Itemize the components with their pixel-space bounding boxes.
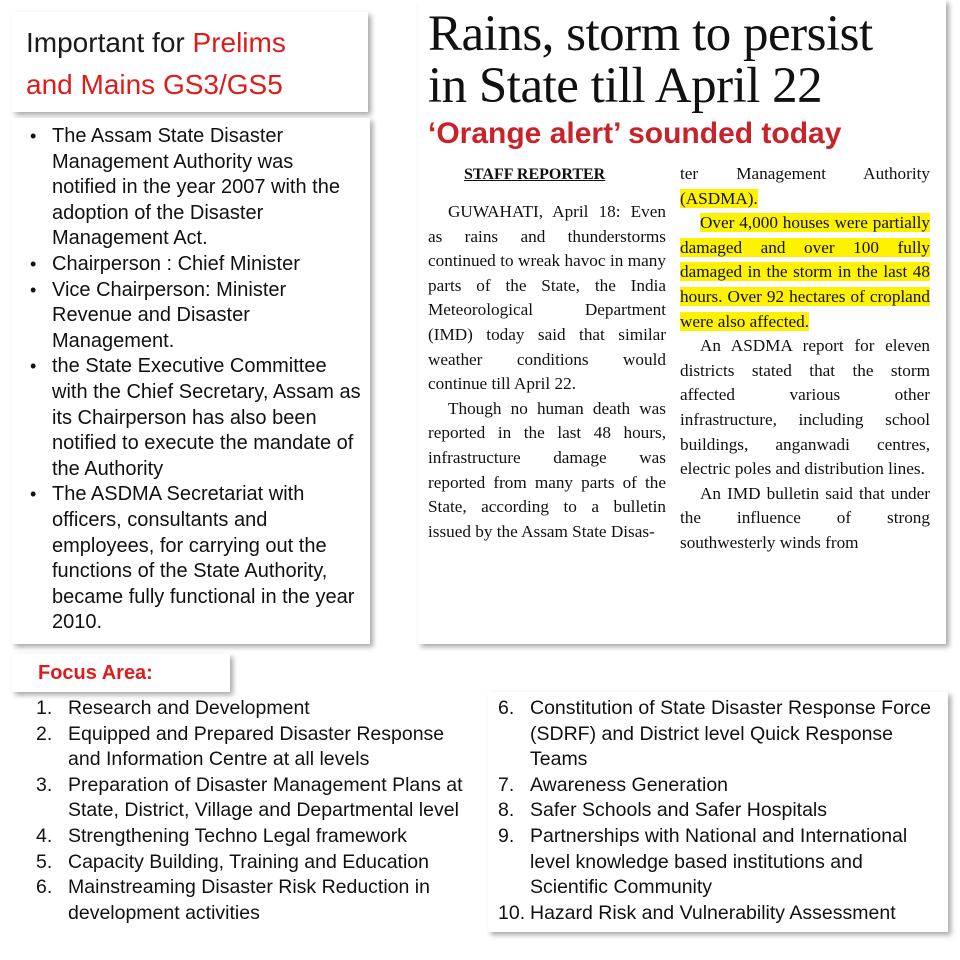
article-paragraph: ter Management Authority (ASDMA).	[680, 164, 930, 208]
article-paragraph: GUWAHATI, April 18: Even as rains and thunderstorms continued to wreak havoc in many parts of the State, the India Meteorological Department (IMD) today said that similar weather conditions would continue till April 22.	[428, 202, 666, 394]
byline: STAFF REPORTER	[464, 166, 606, 183]
fact-item: • The Assam State Disaster Management Authority was notified in the year 2007 with the adoption of the Disaster Management Act.	[30, 124, 362, 252]
fact-item: • Chairperson : Chief Minister	[30, 252, 362, 278]
focus-item: 8. Safer Schools and Safer Hospitals	[498, 799, 827, 822]
article-column-2	[680, 162, 930, 556]
title-box	[12, 12, 368, 112]
focus-item: 3. Preparation of Disaster Management Plans at State, District, Village and Departmental level	[36, 773, 463, 822]
focus-item: 6. Mainstreaming Disaster Risk Reduction in development activities	[36, 876, 430, 924]
highlighted-text: Over 4,000 houses were partially damaged and over 100 fully damaged in the storm in the last 48 hours. Over 92 hectares of cropland were also affected.	[680, 213, 930, 331]
article-column-1	[428, 162, 680, 556]
newspaper-clipping	[418, 0, 946, 644]
highlighted-text: (ASDMA).	[680, 188, 758, 208]
focus-item: 4. Strengthening Techno Legal framework	[36, 824, 407, 847]
focus-item: 6. Constitution of State Disaster Response Force (SDRF) and District level Quick Response Teams	[498, 697, 932, 771]
subheadline: ‘Orange alert’ sounded today	[428, 117, 842, 150]
focus-area-label: Focus Area:	[38, 662, 153, 684]
focus-item: 7. Awareness Generation	[498, 773, 729, 796]
title-line-2: and Mains GS3/GS5	[26, 69, 283, 100]
fact-item: • The ASDMA Secretariat with officers, consultants and employees, for carrying out the functions of the State Authority, became fully functional in the year 2010.	[30, 482, 362, 636]
focus-area-label-box	[12, 654, 230, 692]
headline-line-2: in State till April 22	[428, 58, 823, 114]
focus-list-left	[36, 696, 478, 926]
title-line-1: Important for Prelims	[26, 27, 286, 58]
fact-item: • the State Executive Committee with the Chief Secretary, Assam as its Chairperson has also been notified to execute the mandate of the Authority	[30, 354, 362, 482]
article-paragraph: An IMD bulletin said that under the influence of strong southwesterly winds from	[680, 483, 930, 552]
asdma-facts-box	[12, 118, 370, 644]
asdma-facts-list	[30, 124, 362, 636]
focus-item: 5. Capacity Building, Training and Education	[36, 850, 429, 873]
focus-item: 1. Research and Development	[36, 697, 310, 719]
article-columns	[428, 162, 938, 556]
focus-item: 10. Hazard Risk and Vulnerability Assessment	[498, 901, 896, 924]
focus-item: 2. Equipped and Prepared Disaster Response and Information Centre at all levels	[36, 722, 445, 771]
article-paragraph: An ASDMA report for eleven districts stated that the storm affected various other infrastructure, including school buildings, anganwadi centres, electric poles and distribution lines.	[680, 336, 930, 479]
fact-item: • Vice Chairperson: Minister Revenue and Disaster Management.	[30, 278, 362, 355]
focus-list-right	[498, 696, 944, 926]
title-red-prelims: Prelims	[192, 27, 286, 58]
article-paragraph	[680, 211, 930, 334]
article-paragraph: Though no human death was reported in the last 48 hours, infrastructure damage was reported from many parts of the State, according to a bulletin issued by the Assam State Disas-	[428, 398, 666, 541]
headline-line-1: Rains, storm to persist	[428, 6, 873, 62]
focus-item: 9. Partnerships with National and International level knowledge based institutions and Scientific Community	[498, 824, 908, 899]
